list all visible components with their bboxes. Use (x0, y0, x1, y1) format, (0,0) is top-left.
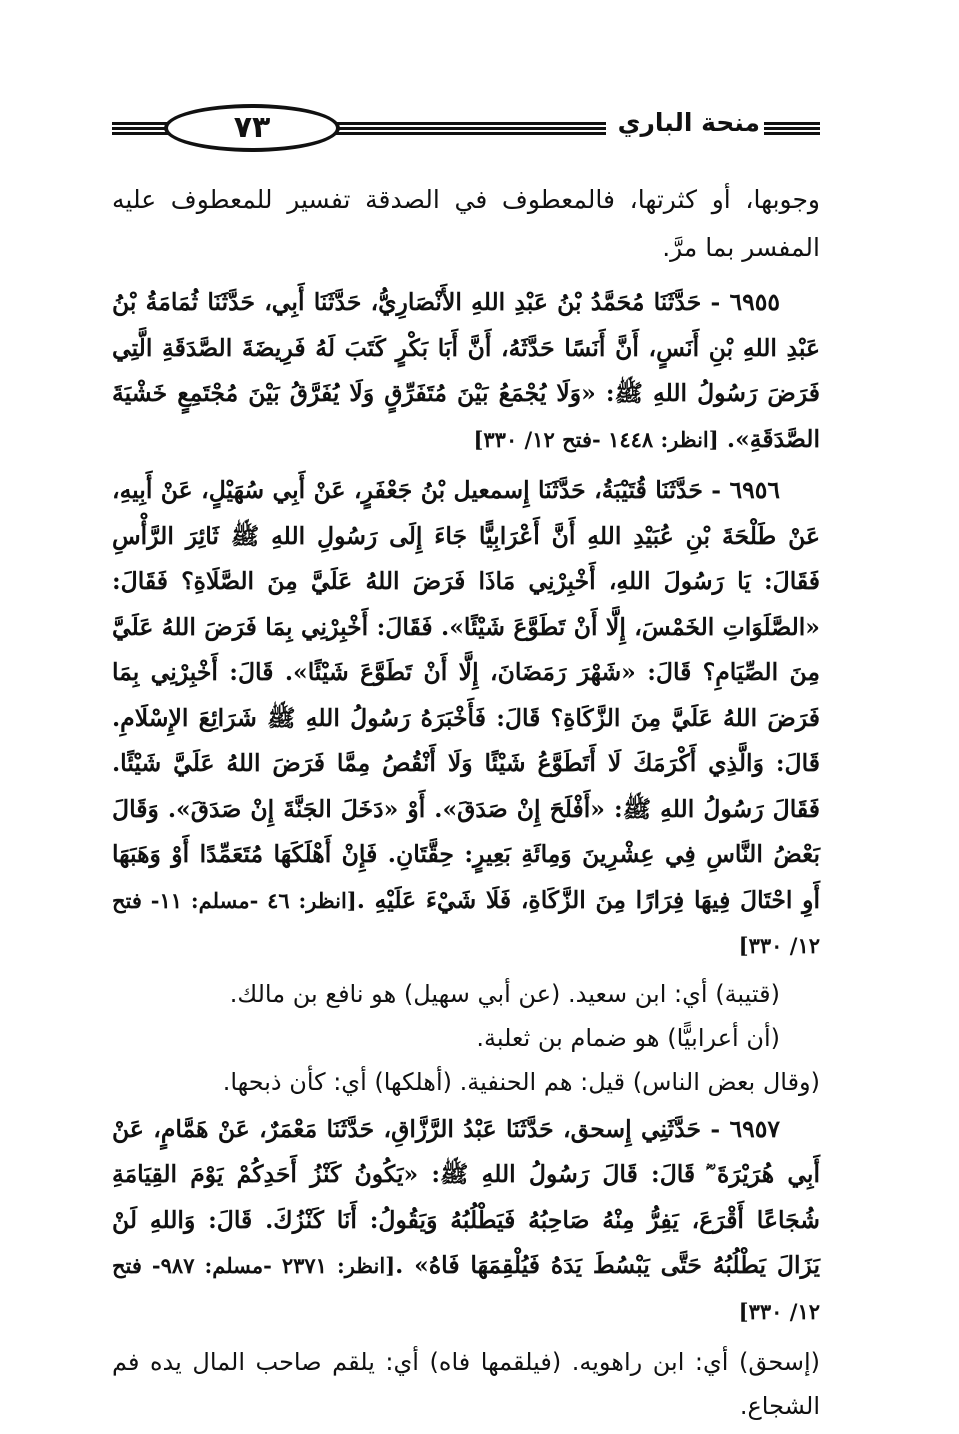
hadith-6955 (112, 280, 820, 462)
hadith-reference: [انظر: ٤٦ -مسلم: ١١- فتح ١٢/ ٣٣٠] (112, 887, 820, 958)
hadith-6956 (112, 468, 820, 969)
commentary-line: (وقال بعض الناس) قيل: هم الحنفية. (أهلكها) أي: كأن ذبحها. (222, 1067, 820, 1096)
hadith-text: ٦٩٥٧ - حَدَّثَنِي إِسحق، حَدَّثَنَا عَبْدُ الرَّزَّاقِ، حَدَّثَنَا مَعْمَرٌ، عَنْ هَمَّامٍ، عَنْ أَبِي هُرَيْرَةَ ؓ قَالَ: قَالَ رَسُولُ اللهِ ﷺ: «يَكُونُ كَنْزُ أَحَدِكُمْ يَوْمَ القِيَامَةِ شُجَاعًا أَقْرَعَ، يَفِرُّ مِنْهُ صَاحِبُهُ فَيَطْلُبُهُ وَيَقُولُ: أَنَا كَنْزُكَ. قَالَ: وَاللهِ لَنْ يَزَالَ يَطْلُبُهُ حَتَّى يَبْسُطَ يَدَهُ فَيُلْقِمَهَا فَاهُ» . (112, 1114, 820, 1279)
commentary-line: (إسحق) أي: ابن راهويه. (فيلقمها فاه) أي: يلقم صاحب المال يده فم الشجاع. (112, 1348, 820, 1420)
page-number-oval (164, 104, 340, 152)
commentary-paragraph: وجوبها، أو كثرتها، فالمعطوف في الصدقة تفسير للمعطوف عليه المفسر بما مرَّ. (112, 185, 820, 262)
commentary-line: (قتيبة) أي: ابن سعيد. (عن أبي سهيل) هو نافع بن مالك. (229, 979, 780, 1008)
commentary-line: (أن أعرابيًّا) هو ضمام بن ثعلبة. (476, 1023, 780, 1052)
hadith-text: ٦٩٥٦ - حَدَّثَنَا قُتَيْبَةُ، حَدَّثَنَا إِسمعيل بْنُ جَعْفَرٍ، عَنْ أَبِي سُهَيْلٍ، عَنْ أَبِيهِ، عَنْ طَلْحَةَ بْنِ عُبَيْدِ اللهِ أَنَّ أَعْرَابِيًّا جَاءَ إِلَى رَسُولِ اللهِ ﷺ ثَائِرَ الرَّأْسِ فَقَالَ: يَا رَسُولَ اللهِ، أَخْبِرْنِي مَاذَا فَرَضَ اللهُ عَلَيَّ مِنَ الصَّلَاةِ؟ فَقَالَ: «الصَّلَوَاتِ الخَمْسَ، إِلَّا أَنْ تَطَوَّعَ شَيْئًا». فَقَالَ: أَخْبِرْنِي بِمَا فَرَضَ اللهُ عَلَيَّ مِنَ الصِّيَامِ؟ قَالَ: «شَهْرَ رَمَضَانَ، إِلَّا أَنْ تَطَوَّعَ شَيْئًا». قَالَ: أَخْبِرْنِي بِمَا فَرَضَ اللهُ عَلَيَّ مِنَ الزَّكَاةِ؟ قَالَ: فَأَخْبَرَهُ رَسُولُ اللهِ ﷺ شَرَائِعَ الإِسْلَامِ. قَالَ: وَالَّذِي أَكْرَمَكَ لَا أَتَطَوَّعُ شَيْئًا وَلَا أَنْقُصُ مِمَّا فَرَضَ اللهُ عَلَيَّ شَيْئًا. فَقَالَ رَسُولُ اللهِ ﷺ: «أَفْلَحَ إِنْ صَدَقَ». أَوْ «دَخَلَ الجَنَّةَ إِنْ صَدَقَ». وَقَالَ بَعْضُ النَّاسِ فِي عِشْرِينَ وَمِائَةِ بَعِيرٍ: حِقَّتَانِ. فَإِنْ أَهْلَكَهَا مُتَعَمِّدًا أَوْ وَهَبَهَا أَوِ احْتَالَ فِيهَا فِرَارًا مِنَ الزَّكَاةِ، فَلَا شَيْءَ عَلَيْهِ . (112, 476, 820, 914)
page-header (112, 96, 820, 160)
page-body (112, 176, 820, 1434)
running-title: منحة الباري (606, 108, 764, 137)
hadith-6957 (112, 1107, 820, 1335)
hadith-reference: [انظر: ٢٣٧١ -مسلم: ٩٨٧- فتح ١٢/ ٣٣٠] (112, 1253, 820, 1324)
hadith-text: ٦٩٥٥ - حَدَّثَنَا مُحَمَّدُ بْنُ عَبْدِ اللهِ الأَنْصَارِيُّ، حَدَّثَنَا أَبِي، حَدَّثَنَا ثُمَامَةُ بْنُ عَبْدِ اللهِ بْنِ أَنَسٍ، أَنَّ أَنَسًا حَدَّثَهُ، أَنَّ أَبَا بَكْرٍ كَتَبَ لَهُ فَرِيضَةَ الصَّدَقَةِ الَّتِي فَرَضَ رَسُولُ اللهِ ﷺ: «وَلَا يُجْمَعُ بَيْنَ مُتَفَرِّقٍ وَلَا يُفَرَّقُ بَيْنَ مُجْتَمِعٍ خَشْيَةَ الصَّدَقَةِ». (112, 288, 820, 453)
header-rule-right (760, 122, 820, 136)
page-number: ٧٣ (233, 110, 271, 145)
hadith-reference: [انظر: ١٤٤٨ -فتح ١٢/ ٣٣٠] (473, 426, 719, 452)
